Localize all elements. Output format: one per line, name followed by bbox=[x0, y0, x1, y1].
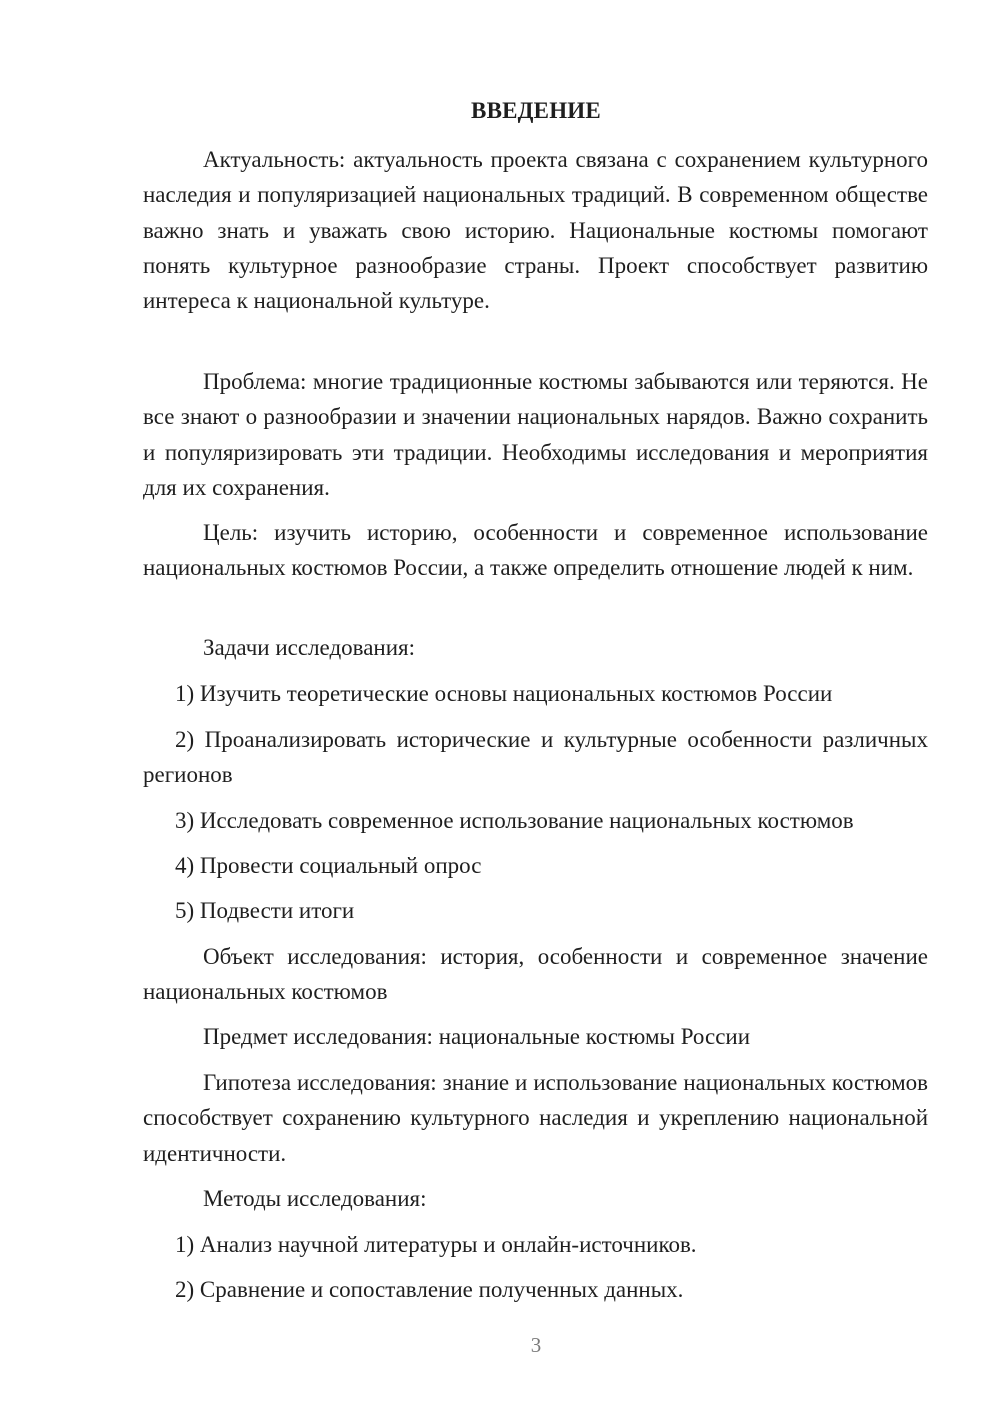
method-item: 2) Сравнение и сопоставление полученных данных. bbox=[175, 1277, 684, 1302]
paragraph-relevance: Актуальность: актуальность проекта связана с сохранением культурного наследия и популяризацией национальных традиций. В современном обществе важно знать и уважать свою историю. Национальные костюмы помогают понять культурное разнообразие страны. Проект способствует развитию интереса к национальной культуре. bbox=[143, 147, 928, 314]
paragraph-goal: Цель: изучить историю, особенности и современное использование национальных костюмов России, а также определить отношение людей к ним. bbox=[143, 520, 928, 581]
page-number: 3 bbox=[530, 1333, 542, 1357]
task-item: 1) Изучить теоретические основы национальных костюмов России bbox=[175, 681, 833, 706]
paragraph-object: Объект исследования: история, особенности и современное значение национальных костюмов bbox=[143, 944, 928, 1005]
method-item: 1) Анализ научной литературы и онлайн-источников. bbox=[175, 1232, 697, 1257]
task-item: 2) Проанализировать исторические и культурные особенности различных регионов bbox=[143, 727, 928, 788]
methods-heading: Методы исследования: bbox=[203, 1186, 427, 1211]
task-item: 3) Исследовать современное использование национальных костюмов bbox=[175, 808, 854, 833]
paragraph-hypothesis: Гипотеза исследования: знание и использование национальных костюмов способствует сохранению культурного наследия и укреплению национальной идентичности. bbox=[143, 1070, 928, 1166]
section-title: ВВЕДЕНИЕ bbox=[471, 98, 601, 123]
paragraph-subject: Предмет исследования: национальные костюмы России bbox=[203, 1024, 751, 1049]
task-item: 5) Подвести итоги bbox=[175, 898, 355, 923]
task-item: 4) Провести социальный опрос bbox=[175, 853, 482, 878]
tasks-heading: Задачи исследования: bbox=[203, 635, 416, 660]
paragraph-problem: Проблема: многие традиционные костюмы забываются или теряются. Не все знают о разнообразии и значении национальных нарядов. Важно сохранить и популяризировать эти традиции. Необходимы исследования и мероприятия для их сохранения. bbox=[143, 369, 928, 500]
